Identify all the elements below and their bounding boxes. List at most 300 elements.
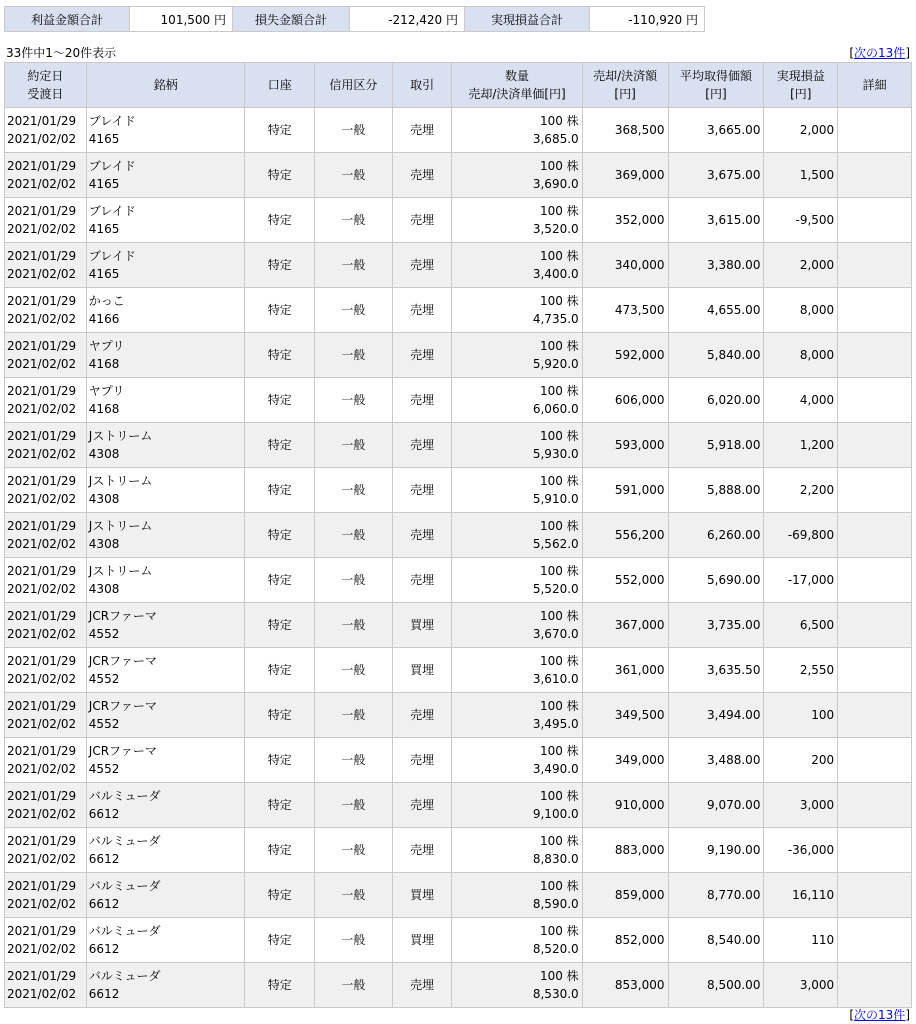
avg-cost-cell: 3,615.00 — [668, 198, 764, 243]
avg-cost-cell: 3,380.00 — [668, 243, 764, 288]
loss-total-value: -212,420 円 — [350, 7, 465, 32]
stock-code: 6612 — [88, 897, 120, 911]
quantity: 100 株 — [539, 924, 579, 938]
dates-cell — [5, 288, 87, 333]
quantity: 100 株 — [539, 204, 579, 218]
credit-type-cell: 一般 — [315, 153, 393, 198]
stock-name: ブレイド — [88, 249, 136, 263]
amount-cell: 606,000 — [582, 378, 668, 423]
quantity: 100 株 — [539, 474, 579, 488]
stock-cell — [86, 783, 245, 828]
amount-cell: 592,000 — [582, 333, 668, 378]
amount-cell: 361,000 — [582, 648, 668, 693]
stock-code: 4308 — [88, 537, 120, 551]
credit-type-cell: 一般 — [315, 648, 393, 693]
settle-date: 2021/02/02 — [7, 312, 77, 326]
stock-cell — [86, 468, 245, 513]
settle-date: 2021/02/02 — [7, 267, 77, 281]
stock-code: 4165 — [88, 177, 120, 191]
stock-name: JCRファーマ — [88, 654, 157, 668]
header-settle-date: 受渡日 — [27, 87, 64, 101]
settle-date: 2021/02/02 — [7, 357, 77, 371]
amount-cell: 367,000 — [582, 603, 668, 648]
realized-pl-cell: 200 — [764, 738, 838, 783]
settle-date: 2021/02/02 — [7, 942, 77, 956]
settle-date: 2021/02/02 — [7, 987, 77, 1001]
trade-date: 2021/01/29 — [7, 744, 77, 758]
stock-cell — [86, 288, 245, 333]
table-row — [5, 333, 912, 378]
avg-cost-cell: 3,494.00 — [668, 693, 764, 738]
trade-type-cell: 売埋 — [392, 783, 452, 828]
avg-cost-cell: 3,675.00 — [668, 153, 764, 198]
stock-name: ヤプリ — [88, 384, 125, 398]
realized-total-value: -110,920 円 — [590, 7, 705, 32]
stock-code: 4168 — [88, 402, 120, 416]
settle-date: 2021/02/02 — [7, 627, 77, 641]
stock-name: ヤプリ — [88, 339, 125, 353]
avg-cost-cell: 8,770.00 — [668, 873, 764, 918]
account-cell: 特定 — [245, 153, 315, 198]
dates-cell — [5, 963, 87, 1008]
stock-name: Jストリーム — [88, 474, 153, 488]
stock-cell — [86, 693, 245, 738]
detail-cell — [838, 873, 912, 918]
trade-type-cell: 売埋 — [392, 198, 452, 243]
stock-code: 4166 — [88, 312, 120, 326]
settle-date: 2021/02/02 — [7, 537, 77, 551]
quantity-cell — [452, 558, 582, 603]
amount-cell: 853,000 — [582, 963, 668, 1008]
credit-type-cell: 一般 — [315, 108, 393, 153]
trade-type-cell: 売埋 — [392, 153, 452, 198]
account-cell: 特定 — [245, 738, 315, 783]
table-row — [5, 828, 912, 873]
detail-cell — [838, 963, 912, 1008]
settle-date: 2021/02/02 — [7, 402, 77, 416]
trade-date: 2021/01/29 — [7, 789, 77, 803]
detail-cell — [838, 423, 912, 468]
amount-cell: 349,500 — [582, 693, 668, 738]
stock-code: 4165 — [88, 132, 120, 146]
unit-price: 6,060.0 — [532, 402, 579, 416]
account-cell: 特定 — [245, 963, 315, 1008]
quantity: 100 株 — [539, 834, 579, 848]
dates-cell — [5, 468, 87, 513]
stock-cell — [86, 243, 245, 288]
stock-name: JCRファーマ — [88, 744, 157, 758]
quantity-cell — [452, 783, 582, 828]
amount-cell: 556,200 — [582, 513, 668, 558]
stock-name: バルミューダ — [88, 834, 161, 848]
dates-cell — [5, 153, 87, 198]
realized-pl-cell: 2,200 — [764, 468, 838, 513]
header-detail: 詳細 — [838, 63, 912, 108]
credit-type-cell: 一般 — [315, 288, 393, 333]
amount-cell: 352,000 — [582, 198, 668, 243]
header-unit-price-label: 売却/決済単価[円] — [468, 87, 566, 101]
trade-type-cell: 売埋 — [392, 693, 452, 738]
unit-price: 5,910.0 — [532, 492, 579, 506]
realized-pl-cell: 1,200 — [764, 423, 838, 468]
trade-type-cell: 売埋 — [392, 738, 452, 783]
settle-date: 2021/02/02 — [7, 492, 77, 506]
dates-cell — [5, 243, 87, 288]
header-avg-cost-unit: [円] — [705, 87, 727, 101]
table-row — [5, 288, 912, 333]
quantity: 100 株 — [539, 789, 579, 803]
credit-type-cell: 一般 — [315, 963, 393, 1008]
trade-type-cell: 売埋 — [392, 828, 452, 873]
detail-cell — [838, 108, 912, 153]
header-amount-unit: [円] — [614, 87, 636, 101]
credit-type-cell: 一般 — [315, 828, 393, 873]
trade-date: 2021/01/29 — [7, 834, 77, 848]
stock-name: バルミューダ — [88, 879, 161, 893]
quantity-cell — [452, 513, 582, 558]
table-row — [5, 378, 912, 423]
trade-type-cell: 売埋 — [392, 423, 452, 468]
stock-code: 4552 — [88, 672, 120, 686]
credit-type-cell: 一般 — [315, 693, 393, 738]
stock-code: 6612 — [88, 852, 120, 866]
next-page-link[interactable]: 次の13件 — [854, 46, 906, 60]
detail-cell — [838, 243, 912, 288]
stock-cell — [86, 108, 245, 153]
stock-code: 6612 — [88, 942, 120, 956]
quantity-cell — [452, 873, 582, 918]
trade-date: 2021/01/29 — [7, 654, 77, 668]
amount-cell: 369,000 — [582, 153, 668, 198]
dates-cell — [5, 873, 87, 918]
avg-cost-cell: 3,488.00 — [668, 738, 764, 783]
realized-pl-cell: 16,110 — [764, 873, 838, 918]
realized-pl-cell: 2,550 — [764, 648, 838, 693]
unit-price: 3,670.0 — [532, 627, 579, 641]
header-realized-pl-unit: [円] — [790, 87, 812, 101]
table-row — [5, 873, 912, 918]
table-row — [5, 243, 912, 288]
stock-cell — [86, 153, 245, 198]
unit-price: 3,490.0 — [532, 762, 579, 776]
account-cell: 特定 — [245, 513, 315, 558]
stock-name: JCRファーマ — [88, 699, 157, 713]
realized-pl-cell: -9,500 — [764, 198, 838, 243]
header-account: 口座 — [245, 63, 315, 108]
profit-total-label: 利益金額合計 — [5, 7, 130, 32]
detail-cell — [838, 783, 912, 828]
trade-date: 2021/01/29 — [7, 429, 77, 443]
amount-cell: 910,000 — [582, 783, 668, 828]
quantity-cell — [452, 333, 582, 378]
detail-cell — [838, 468, 912, 513]
trade-type-cell: 売埋 — [392, 513, 452, 558]
detail-cell — [838, 288, 912, 333]
trade-date: 2021/01/29 — [7, 564, 77, 578]
account-cell: 特定 — [245, 558, 315, 603]
stock-name: バルミューダ — [88, 789, 161, 803]
account-cell: 特定 — [245, 828, 315, 873]
settle-date: 2021/02/02 — [7, 582, 77, 596]
amount-cell: 591,000 — [582, 468, 668, 513]
amount-cell: 368,500 — [582, 108, 668, 153]
amount-cell: 852,000 — [582, 918, 668, 963]
avg-cost-cell: 9,190.00 — [668, 828, 764, 873]
settle-date: 2021/02/02 — [7, 222, 77, 236]
quantity-cell — [452, 963, 582, 1008]
quantity-cell — [452, 108, 582, 153]
realized-pl-cell: 2,000 — [764, 243, 838, 288]
stock-cell — [86, 513, 245, 558]
pager-top — [849, 44, 910, 61]
table-row — [5, 783, 912, 828]
trade-type-cell: 売埋 — [392, 108, 452, 153]
trade-date: 2021/01/29 — [7, 249, 77, 263]
trade-type-cell: 売埋 — [392, 378, 452, 423]
settle-date: 2021/02/02 — [7, 132, 77, 146]
stock-code: 4308 — [88, 447, 120, 461]
header-avg-cost-label: 平均取得価額 — [679, 69, 752, 83]
credit-type-cell: 一般 — [315, 468, 393, 513]
credit-type-cell: 一般 — [315, 378, 393, 423]
stock-cell — [86, 558, 245, 603]
table-row — [5, 738, 912, 783]
account-cell: 特定 — [245, 378, 315, 423]
pager-bracket-open: [ — [849, 1008, 855, 1022]
table-row — [5, 153, 912, 198]
settle-date: 2021/02/02 — [7, 672, 77, 686]
quantity: 100 株 — [539, 699, 579, 713]
stock-name: ブレイド — [88, 204, 136, 218]
unit-price: 3,520.0 — [532, 222, 579, 236]
trade-date: 2021/01/29 — [7, 699, 77, 713]
table-row — [5, 108, 912, 153]
account-cell: 特定 — [245, 918, 315, 963]
trade-date: 2021/01/29 — [7, 159, 77, 173]
credit-type-cell: 一般 — [315, 783, 393, 828]
avg-cost-cell: 5,690.00 — [668, 558, 764, 603]
table-row — [5, 603, 912, 648]
realized-pl-cell: 2,000 — [764, 108, 838, 153]
amount-cell: 349,000 — [582, 738, 668, 783]
credit-type-cell: 一般 — [315, 513, 393, 558]
dates-cell — [5, 108, 87, 153]
stock-code: 4168 — [88, 357, 120, 371]
trade-date: 2021/01/29 — [7, 879, 77, 893]
unit-price: 5,920.0 — [532, 357, 579, 371]
quantity-cell — [452, 648, 582, 693]
amount-cell: 859,000 — [582, 873, 668, 918]
unit-price: 3,685.0 — [532, 132, 579, 146]
trade-date: 2021/01/29 — [7, 114, 77, 128]
header-quantity — [452, 63, 582, 108]
stock-code: 6612 — [88, 987, 120, 1001]
header-trade-date: 約定日 — [27, 69, 64, 83]
detail-cell — [838, 558, 912, 603]
avg-cost-cell: 3,635.50 — [668, 648, 764, 693]
dates-cell — [5, 333, 87, 378]
dates-cell — [5, 603, 87, 648]
table-row — [5, 468, 912, 513]
amount-cell: 473,500 — [582, 288, 668, 333]
stock-name: Jストリーム — [88, 429, 153, 443]
unit-price: 8,530.0 — [532, 987, 579, 1001]
table-row — [5, 423, 912, 468]
quantity-cell — [452, 738, 582, 783]
trade-date: 2021/01/29 — [7, 339, 77, 353]
settle-date: 2021/02/02 — [7, 852, 77, 866]
header-realized-pl-label: 実現損益 — [776, 69, 825, 83]
settle-date: 2021/02/02 — [7, 717, 77, 731]
table-row — [5, 918, 912, 963]
dates-cell — [5, 693, 87, 738]
realized-pl-cell: 3,000 — [764, 783, 838, 828]
detail-cell — [838, 333, 912, 378]
trade-type-cell: 買埋 — [392, 873, 452, 918]
account-cell: 特定 — [245, 333, 315, 378]
unit-price: 3,690.0 — [532, 177, 579, 191]
avg-cost-cell: 9,070.00 — [668, 783, 764, 828]
unit-price: 5,930.0 — [532, 447, 579, 461]
credit-type-cell: 一般 — [315, 558, 393, 603]
trade-date: 2021/01/29 — [7, 474, 77, 488]
credit-type-cell: 一般 — [315, 873, 393, 918]
quantity-cell — [452, 603, 582, 648]
dates-cell — [5, 828, 87, 873]
trade-type-cell: 売埋 — [392, 963, 452, 1008]
quantity-cell — [452, 693, 582, 738]
stock-name: ブレイド — [88, 159, 136, 173]
stock-name: Jストリーム — [88, 564, 153, 578]
quantity: 100 株 — [539, 294, 579, 308]
account-cell: 特定 — [245, 603, 315, 648]
avg-cost-cell: 5,840.00 — [668, 333, 764, 378]
stock-code: 4165 — [88, 267, 120, 281]
trade-type-cell: 売埋 — [392, 243, 452, 288]
account-cell: 特定 — [245, 423, 315, 468]
amount-cell: 593,000 — [582, 423, 668, 468]
header-stock: 銘柄 — [86, 63, 245, 108]
avg-cost-cell: 6,260.00 — [668, 513, 764, 558]
trade-type-cell: 売埋 — [392, 333, 452, 378]
stock-cell — [86, 963, 245, 1008]
stock-code: 6612 — [88, 807, 120, 821]
realized-pl-cell: 100 — [764, 693, 838, 738]
stock-cell — [86, 333, 245, 378]
credit-type-cell: 一般 — [315, 333, 393, 378]
stock-cell — [86, 828, 245, 873]
credit-type-cell: 一般 — [315, 243, 393, 288]
table-row — [5, 963, 912, 1008]
stock-name: ブレイド — [88, 114, 136, 128]
realized-pl-cell: 4,000 — [764, 378, 838, 423]
stock-code: 4552 — [88, 627, 120, 641]
settle-date: 2021/02/02 — [7, 897, 77, 911]
quantity: 100 株 — [539, 879, 579, 893]
amount-cell: 883,000 — [582, 828, 668, 873]
dates-cell — [5, 738, 87, 783]
unit-price: 5,562.0 — [532, 537, 579, 551]
avg-cost-cell: 5,888.00 — [668, 468, 764, 513]
realized-pl-cell: 8,000 — [764, 333, 838, 378]
detail-cell — [838, 153, 912, 198]
realized-total-label: 実現損益合計 — [465, 7, 590, 32]
avg-cost-cell: 8,540.00 — [668, 918, 764, 963]
account-cell: 特定 — [245, 243, 315, 288]
unit-price: 4,735.0 — [532, 312, 579, 326]
account-cell: 特定 — [245, 468, 315, 513]
amount-cell: 552,000 — [582, 558, 668, 603]
quantity: 100 株 — [539, 564, 579, 578]
quantity: 100 株 — [539, 384, 579, 398]
trade-date: 2021/01/29 — [7, 924, 77, 938]
table-row — [5, 648, 912, 693]
account-cell: 特定 — [245, 288, 315, 333]
loss-total-label: 損失金額合計 — [233, 7, 350, 32]
quantity-cell — [452, 288, 582, 333]
realized-pl-cell: -17,000 — [764, 558, 838, 603]
realized-pl-cell: 6,500 — [764, 603, 838, 648]
header-amount-label: 売却/決済額 — [593, 69, 658, 83]
table-row — [5, 693, 912, 738]
trade-type-cell: 売埋 — [392, 558, 452, 603]
dates-cell — [5, 783, 87, 828]
credit-type-cell: 一般 — [315, 738, 393, 783]
trade-date: 2021/01/29 — [7, 609, 77, 623]
quantity: 100 株 — [539, 654, 579, 668]
detail-cell — [838, 513, 912, 558]
avg-cost-cell: 6,020.00 — [668, 378, 764, 423]
stock-cell — [86, 603, 245, 648]
avg-cost-cell: 3,665.00 — [668, 108, 764, 153]
stock-cell — [86, 873, 245, 918]
trade-type-cell: 買埋 — [392, 648, 452, 693]
next-page-link[interactable]: 次の13件 — [854, 1008, 906, 1022]
account-cell: 特定 — [245, 198, 315, 243]
credit-type-cell: 一般 — [315, 603, 393, 648]
header-amount — [582, 63, 668, 108]
detail-cell — [838, 918, 912, 963]
pager-bracket-close: ] — [905, 1008, 910, 1022]
realized-pl-cell: 8,000 — [764, 288, 838, 333]
realized-pl-cell: 1,500 — [764, 153, 838, 198]
stock-name: JCRファーマ — [88, 609, 157, 623]
table-row — [5, 513, 912, 558]
stock-cell — [86, 378, 245, 423]
stock-cell — [86, 423, 245, 468]
table-header-row — [5, 63, 912, 108]
pager-bracket-open: [ — [849, 46, 855, 60]
detail-cell — [838, 603, 912, 648]
account-cell: 特定 — [245, 873, 315, 918]
avg-cost-cell: 3,735.00 — [668, 603, 764, 648]
dates-cell — [5, 423, 87, 468]
unit-price: 8,830.0 — [532, 852, 579, 866]
stock-code: 4308 — [88, 582, 120, 596]
quantity: 100 株 — [539, 339, 579, 353]
quantity: 100 株 — [539, 159, 579, 173]
unit-price: 8,590.0 — [532, 897, 579, 911]
avg-cost-cell: 8,500.00 — [668, 963, 764, 1008]
stock-name: バルミューダ — [88, 969, 161, 983]
quantity-cell — [452, 828, 582, 873]
realized-pl-cell: 3,000 — [764, 963, 838, 1008]
trade-date: 2021/01/29 — [7, 384, 77, 398]
detail-cell — [838, 648, 912, 693]
quantity: 100 株 — [539, 429, 579, 443]
realized-pl-cell: 110 — [764, 918, 838, 963]
stock-cell — [86, 648, 245, 693]
